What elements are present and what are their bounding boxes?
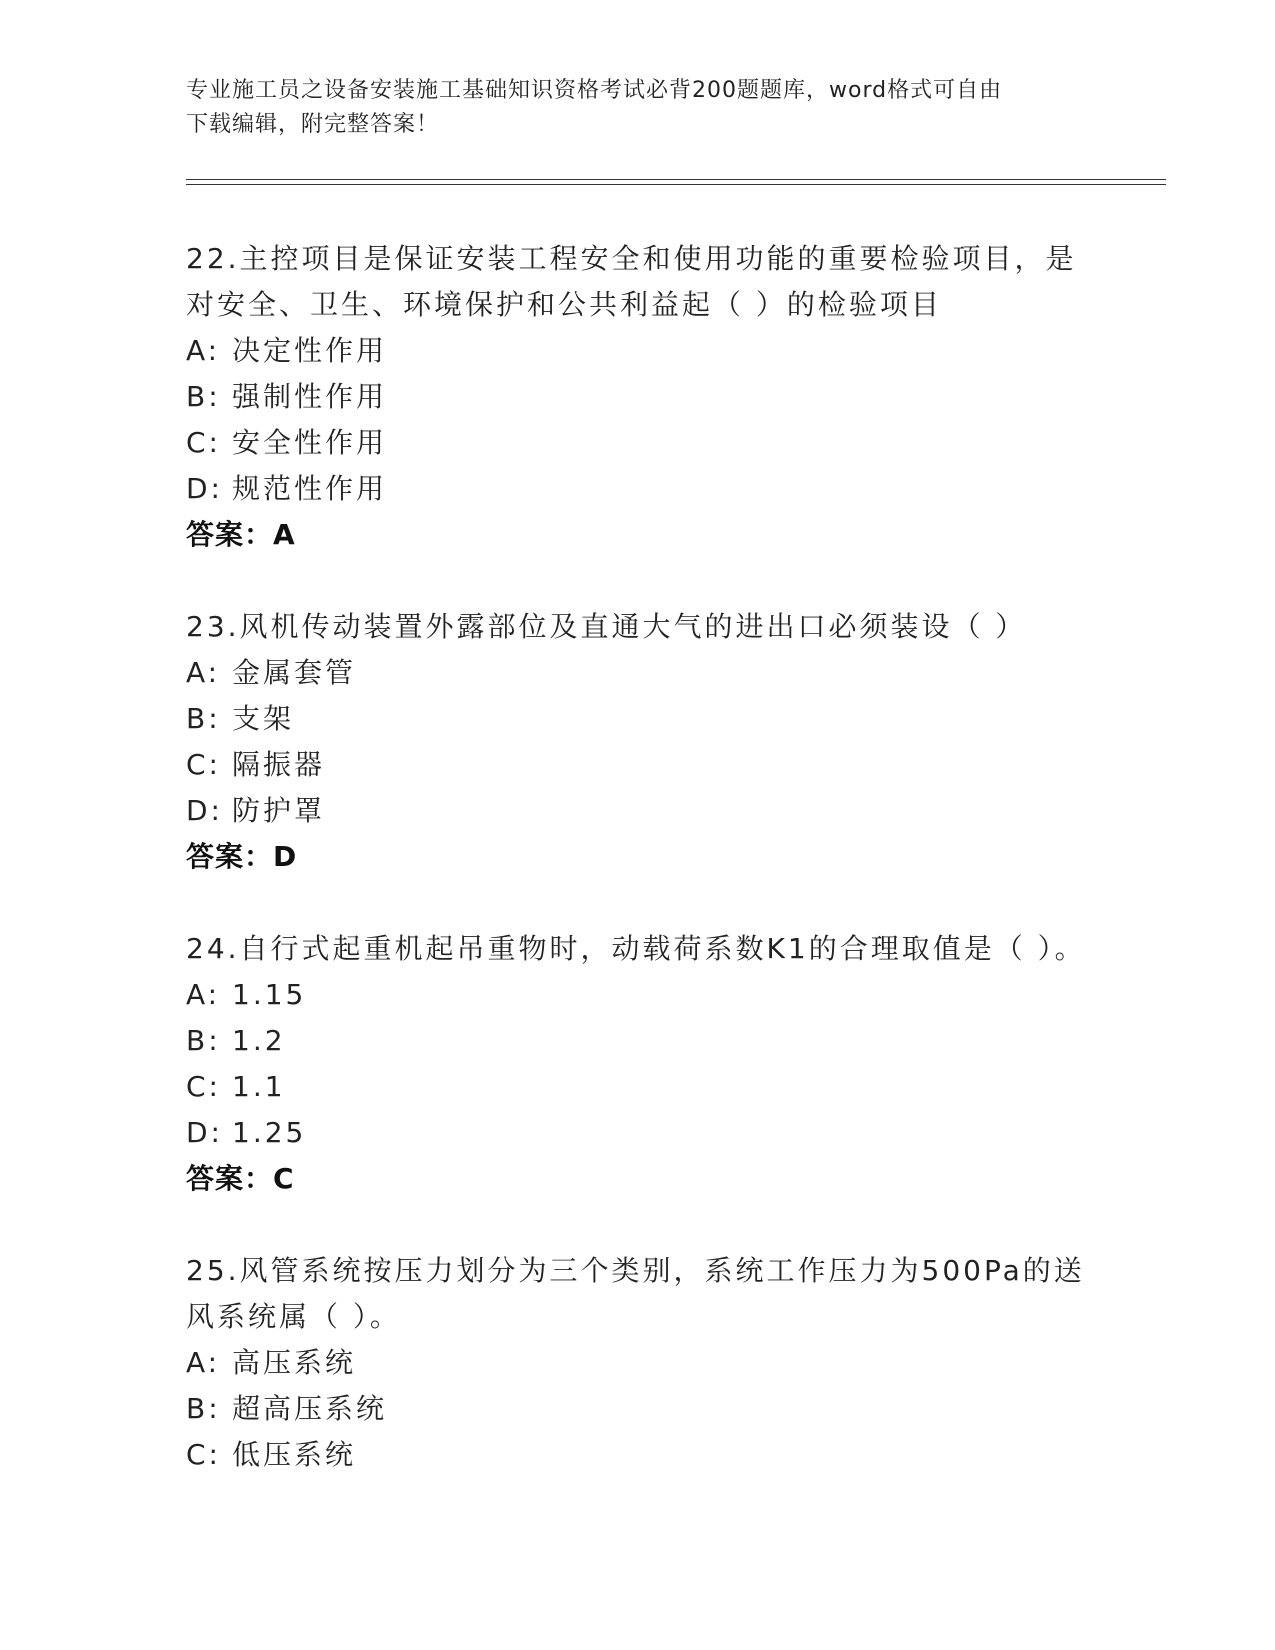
option-letter: C: xyxy=(186,1070,221,1103)
question-text: 24.自行式起重机起吊重物时，动载荷系数K1的合理取值是（ ）。 xyxy=(186,932,1086,965)
option-letter: B: xyxy=(186,1392,221,1425)
option-text: 隔振器 xyxy=(232,748,326,781)
document-header xyxy=(186,74,1086,142)
option-c xyxy=(186,1432,1086,1478)
option-letter: C: xyxy=(186,1438,221,1471)
option-text: 低压系统 xyxy=(232,1438,357,1471)
question-24 xyxy=(186,926,1086,1202)
option-text: 高压系统 xyxy=(232,1346,357,1379)
header-divider-top xyxy=(186,179,1166,180)
answer-line: 答案：D xyxy=(186,840,298,873)
option-letter: C: xyxy=(186,748,221,781)
question-text: 25.风管系统按压力划分为三个类别，系统工作压力为500Pa的送风系统属（ ）。 xyxy=(186,1254,1085,1333)
option-letter: A: xyxy=(186,334,221,367)
answer-line: 答案：C xyxy=(186,1162,295,1195)
header-divider-bottom xyxy=(186,184,1166,185)
option-c xyxy=(186,1064,1086,1110)
option-text: 支架 xyxy=(232,702,295,735)
option-c xyxy=(186,742,1086,788)
option-text: 决定性作用 xyxy=(232,334,388,367)
option-b xyxy=(186,1018,1086,1064)
question-25 xyxy=(186,1248,1086,1478)
question-23 xyxy=(186,604,1086,880)
option-text: 强制性作用 xyxy=(232,380,388,413)
option-text: 金属套管 xyxy=(232,656,357,689)
option-c xyxy=(186,420,1086,466)
option-letter: B: xyxy=(186,380,221,413)
option-text: 1.25 xyxy=(232,1116,307,1149)
header-line-2: 下载编辑，附完整答案！ xyxy=(186,112,440,137)
option-letter: C: xyxy=(186,426,221,459)
option-text: 1.15 xyxy=(232,978,307,1011)
option-d xyxy=(186,466,1086,512)
option-b xyxy=(186,696,1086,742)
question-22 xyxy=(186,236,1086,558)
option-letter: A: xyxy=(186,978,221,1011)
option-letter: D: xyxy=(186,1116,223,1149)
option-b xyxy=(186,1386,1086,1432)
option-a xyxy=(186,1340,1086,1386)
header-line-1: 专业施工员之设备安装施工基础知识资格考试必背200题题库，word格式可自由 xyxy=(186,78,1003,103)
option-text: 1.1 xyxy=(232,1070,286,1103)
option-text: 规范性作用 xyxy=(232,472,388,505)
option-letter: A: xyxy=(186,656,221,689)
question-text: 23.风机传动装置外露部位及直通大气的进出口必须装设（ ） xyxy=(186,610,1027,643)
option-letter: A: xyxy=(186,1346,221,1379)
option-text: 超高压系统 xyxy=(232,1392,388,1425)
option-a xyxy=(186,650,1086,696)
option-letter: D: xyxy=(186,472,223,505)
option-text: 1.2 xyxy=(232,1024,286,1057)
option-d xyxy=(186,1110,1086,1156)
answer-line: 答案：A xyxy=(186,518,296,551)
option-text: 防护罩 xyxy=(232,794,326,827)
option-letter: B: xyxy=(186,702,221,735)
option-letter: D: xyxy=(186,794,223,827)
question-text: 22.主控项目是保证安装工程安全和使用功能的重要检验项目，是对安全、卫生、环境保护和公共利益起（ ）的检验项目 xyxy=(186,242,1077,321)
option-d xyxy=(186,788,1086,834)
option-a xyxy=(186,328,1086,374)
option-letter: B: xyxy=(186,1024,221,1057)
option-text: 安全性作用 xyxy=(232,426,388,459)
option-a xyxy=(186,972,1086,1018)
option-b xyxy=(186,374,1086,420)
